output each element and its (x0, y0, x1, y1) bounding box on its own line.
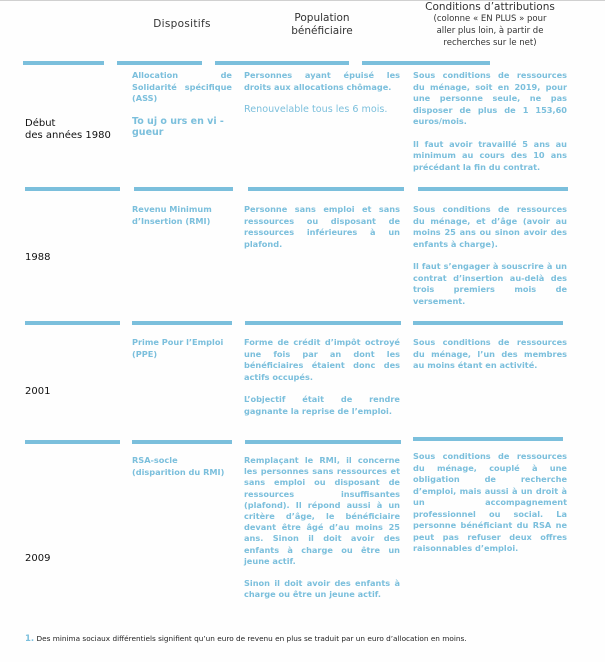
header-conditions-sub1: (colonne « EN PLUS » pour (433, 14, 547, 24)
conditions-text: Il faut s’engager à souscrire à un contrat d’insertion au-delà des trois premiers mois de versement. (413, 261, 567, 306)
header-population-line2: bénéficiaire (291, 25, 353, 37)
population-text: Personnes ayant épuisé les droits aux allocations chômage. (244, 70, 400, 92)
conditions-text: Sous conditions de ressources du ménage, l’un des membres au moins étant en activité. (413, 337, 567, 370)
conditions-rmi (413, 204, 567, 318)
dispositif-name: Revenu Minimum d’Insertion (RMI) (132, 204, 212, 226)
divider (215, 61, 349, 65)
period-line2: des années 1980 (25, 130, 111, 141)
divider (245, 321, 401, 325)
conditions-ppe (413, 337, 567, 383)
period-2001: 2001 (25, 386, 51, 397)
divider (418, 187, 568, 191)
conditions-text: Sous conditions de ressources du ménage, et d’âge (avoir au moins 25 ans ou sinon avoir des enfants à charge). (413, 204, 567, 249)
dispositif-name: Prime Pour l’Emploi (PPE) (132, 337, 224, 359)
dispositif-rmi (132, 204, 232, 238)
period-1980 (25, 118, 111, 142)
period-2009: 2009 (25, 553, 51, 564)
divider (23, 61, 104, 65)
conditions-rsa (413, 451, 567, 566)
divider (413, 437, 563, 441)
divider (132, 440, 232, 444)
footnote-number: 1. (25, 634, 35, 644)
dispositif-ass (132, 70, 232, 150)
footnote-text: Des minima sociaux différentiels signifient qu’un euro de revenu en plus se traduit par un euro d’allocation en moins. (36, 634, 467, 643)
divider (248, 187, 404, 191)
header-conditions-sub3: recherches sur le net) (443, 38, 537, 48)
header-conditions (410, 1, 570, 49)
header-population (244, 12, 400, 38)
dispositif-name: Allocation de Solidarité spécifique (ASS) (132, 70, 232, 103)
period-line1: Début (25, 118, 56, 129)
footnote (25, 634, 467, 644)
divider (362, 61, 490, 65)
conditions-ass (413, 70, 567, 184)
dispositif-rsa (132, 455, 232, 489)
population-text: Sinon il doit avoir des enfants à charge ou être un jeune actif. (244, 578, 400, 600)
header-dispositifs: Dispositifs (153, 18, 211, 30)
conditions-text: Sous conditions de ressources du ménage, soit en 2019, pour une personne seule, ne pas disposer de plus de 1 153,60 euros/mois. (413, 70, 567, 126)
dispositif-name: RSA-socle (disparition du RMI) (132, 455, 225, 477)
divider (245, 440, 401, 444)
conditions-text: Il faut avoir travaillé 5 ans au minimum au cours des 10 ans précédant la fin du contrat. (413, 138, 567, 172)
header-conditions-title: Conditions d’attributions (425, 1, 555, 13)
dispositif-note: To uj o urs en vi - gueur (132, 115, 224, 138)
population-ass (244, 70, 400, 127)
divider (134, 187, 233, 191)
period-1988: 1988 (25, 252, 51, 263)
divider (25, 187, 120, 191)
population-ppe (244, 337, 400, 428)
population-text: L’objectif était de rendre gagnante la reprise de l’emploi. (244, 394, 400, 416)
population-text: Personne sans emploi et sans ressources ou disposant de ressources inférieures à un plafond. (244, 204, 400, 249)
divider (132, 321, 232, 325)
divider (25, 321, 120, 325)
population-text: Forme de crédit d’impôt octroyé une fois par an dont les bénéficiaires étaient donc des actifs occupés. (244, 337, 400, 382)
dispositif-ppe (132, 337, 234, 371)
divider (117, 61, 202, 65)
population-rmi (244, 204, 400, 261)
divider (413, 321, 563, 325)
header-conditions-sub2: aller plus loin, à partir de (436, 26, 544, 36)
conditions-text: Sous conditions de ressources du ménage, couplé à une obligation de recherche d’emploi, mais aussi à un droit à un accompagnement professionnel ou social. La personne bénéficiant du RSA ne peut pas refuser deux offres raisonnables d’emploi. (413, 451, 567, 553)
header-population-line1: Population (294, 12, 350, 24)
population-text: Remplaçant le RMI, il concerne les personnes sans ressources et sans emploi ou disposant de ressources insuffisantes (plafond). Il répond aussi à un critère d’âge, le bénéficiaire devant être âgé d’au moins 25 ans. Sinon il doit avoir des enfants à charge ou être un jeune actif. (244, 455, 400, 566)
divider (25, 440, 120, 444)
population-text: Renouvelable tous les 6 mois. (244, 104, 388, 115)
population-rsa (244, 455, 400, 611)
